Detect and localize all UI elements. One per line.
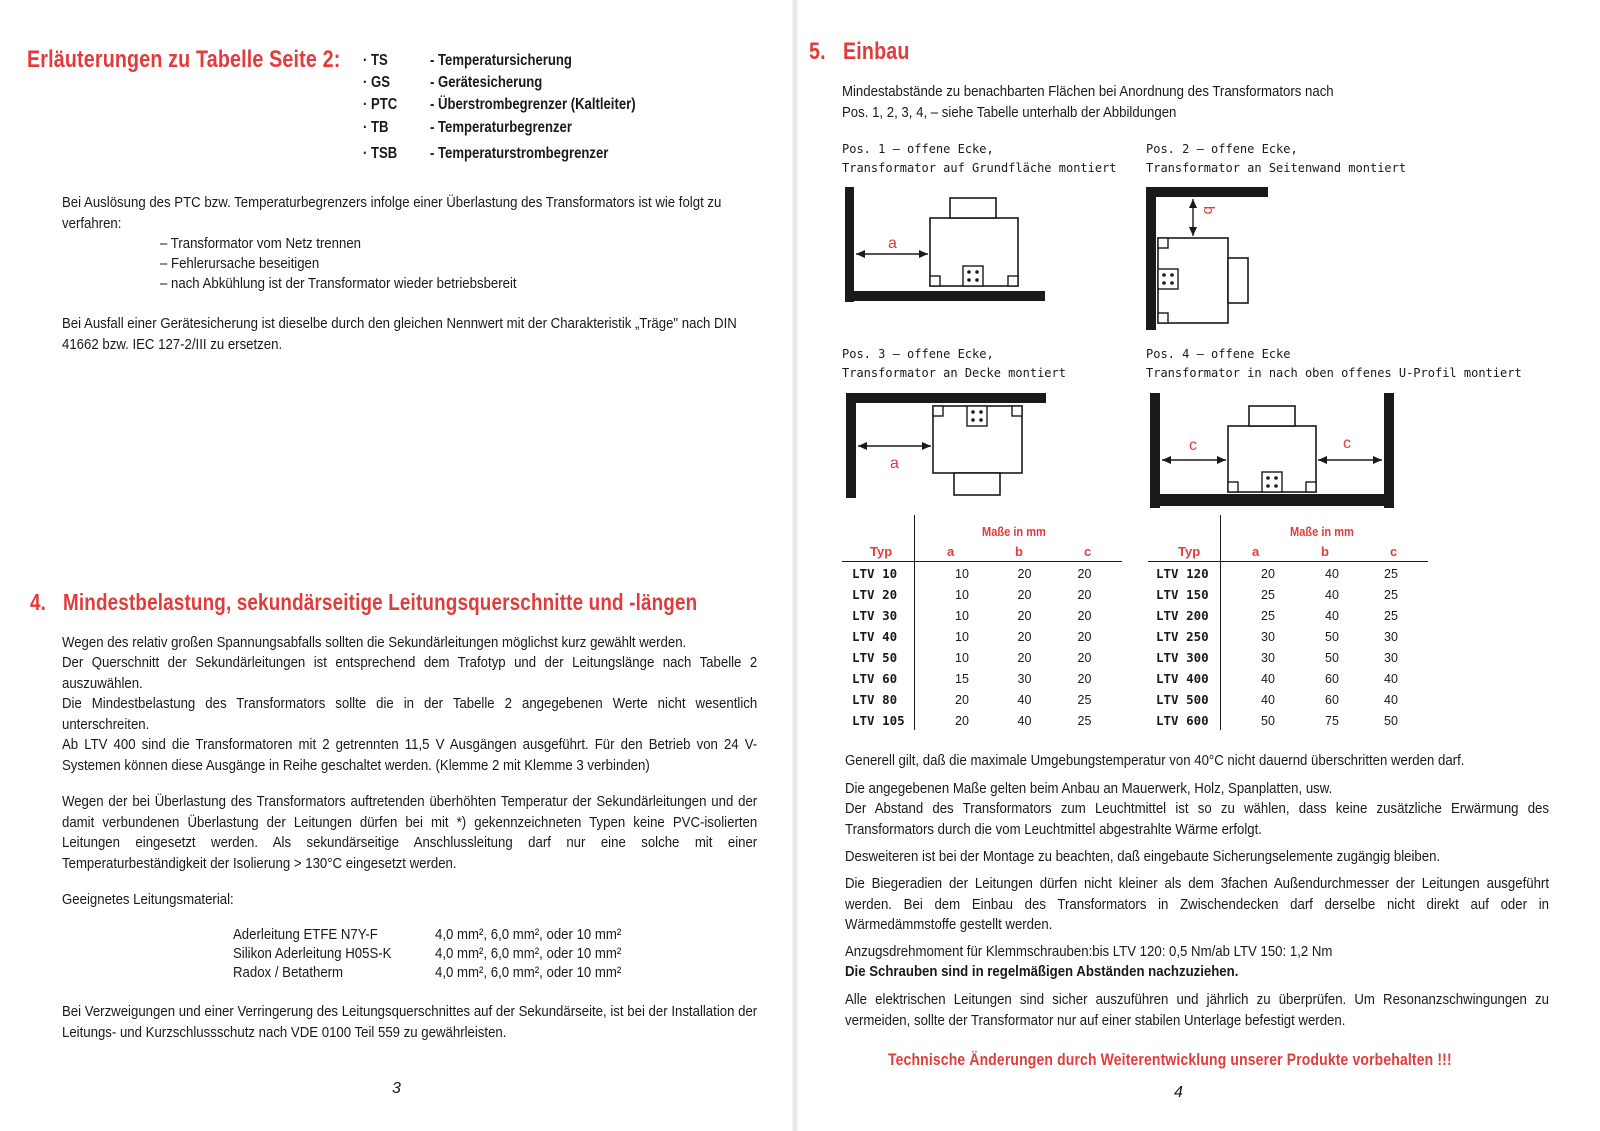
- table-row: [852, 584, 1112, 605]
- dimension-cell: 10: [955, 587, 969, 602]
- legend-desc: - Gerätesicherung: [430, 74, 543, 91]
- section4-p5: Wegen der bei Überlastung des Transformators auftretenden überhöhten Temperatur der Sekundärleitungen und der damit verbundenen Überlastung der Leitungen dürfen bei mit *) gekennzeichneten Typen keine PVC-isolierten Leitungen eingesetzt werden. Als sekundärseitige Anschlussleitung darf nur eine solche mit einer Temperaturbeständigkeit der Isolierung > 130°C eingesetzt werden.: [62, 793, 758, 872]
- material-heading: Geeignetes Leitungsmaterial:: [62, 891, 234, 908]
- section4-p4: Ab LTV 400 sind die Transformatoren mit 2 getrennten 11,5 V Ausgängen ausgeführt. Für den Betrieb von 24 V-Systemen können diese Ausgänge in Reihe geschaltet werden. (Klemme 2 mit Klemme 3 verbinden): [62, 736, 758, 774]
- legend-abbr: · TS: [363, 52, 388, 69]
- disclaimer: Technische Änderungen durch Weiterentwicklung unserer Produkte vorbehalten !!!: [888, 1050, 1452, 1069]
- type-cell: LTV 20: [852, 587, 898, 602]
- table-row: [1156, 647, 1416, 668]
- section5-number: 5.: [809, 38, 826, 65]
- dimension-cell: 40: [1384, 671, 1398, 686]
- pos3-diagram: [842, 388, 1052, 503]
- legend-desc: - Überstrombegrenzer (Kaltleiter): [430, 96, 636, 113]
- material-values: 4,0 mm², 6,0 mm², oder 10 mm²: [435, 964, 622, 981]
- type-cell: LTV 40: [852, 629, 898, 644]
- type-cell: LTV 105: [852, 713, 905, 728]
- pos2-caption-line1: Pos. 2 – offene Ecke,: [1146, 142, 1298, 156]
- dimension-cell: 30: [1261, 650, 1275, 665]
- section4-title: Mindestbelastung, sekundärseitige Leitungsquerschnitte und -längen: [63, 589, 698, 615]
- section4-p6: Bei Verzweigungen und einer Verringerung des Leitungsquerschnittes auf der Sekundärseite, ist bei der Installation der Leitungs- und Kurzschlussschutz nach VDE 0100 Teil 559 zu gewährleisten.: [62, 1003, 758, 1041]
- material-values: 4,0 mm², 6,0 mm², oder 10 mm²: [435, 945, 622, 962]
- dimension-cell: 20: [955, 713, 969, 728]
- legend-title: Erläuterungen zu Tabelle Seite 2:: [27, 46, 341, 73]
- table-right-col-typ: Typ: [1178, 544, 1201, 559]
- page-3: [0, 0, 790, 1131]
- dimension-cell: 60: [1325, 692, 1339, 707]
- dimension-cell: 40: [1017, 713, 1032, 728]
- material-name: Aderleitung ETFE N7Y-F: [233, 926, 378, 943]
- note-dims1: Die angegebenen Maße gelten beim Anbau an Mauerwerk, Holz, Spanplatten, usw.: [845, 780, 1333, 797]
- dimension-cell: 20: [1077, 650, 1092, 665]
- note-temperature: Generell gilt, daß die maximale Umgebungstemperatur von 40°C nicht dauernd überschritten werden darf.: [845, 752, 1465, 769]
- dimension-cell: 20: [1017, 587, 1032, 602]
- dimension-cell: 10: [955, 608, 969, 623]
- legend-abbr: · TSB: [363, 145, 398, 162]
- page-fold: [792, 0, 798, 1131]
- section4-p2: Der Querschnitt der Sekundärleitungen ist entsprechend dem Trafotyp und der Leitungslänge nach Tabelle 2 auszuwählen.: [62, 654, 758, 692]
- table-row: [852, 563, 1112, 584]
- pos1-caption-line1: Pos. 1 – offene Ecke,: [842, 142, 994, 156]
- dimension-cell: 40: [1261, 671, 1275, 686]
- dimension-cell: 30: [1017, 671, 1032, 686]
- dimension-cell: 25: [1261, 587, 1275, 602]
- fuse-text: Bei Ausfall einer Gerätesicherung ist dieselbe durch den gleichen Nennwert mit der Charakteristik „Träge" nach DIN 41662 bzw. IEC 127-2/III zu ersetzen.: [62, 315, 737, 353]
- table-right-col-c: c: [1390, 544, 1398, 559]
- legend-desc: - Temperaturbegrenzer: [430, 119, 572, 136]
- type-cell: LTV 600: [1156, 713, 1209, 728]
- pos2-diagram: [1142, 182, 1272, 332]
- type-cell: LTV 500: [1156, 692, 1209, 707]
- note-dims2: Der Abstand des Transformators zum Leuchtmittel ist so zu wählen, dass keine zusätzliche Erwärmung des Transformators durch die vom Leuchtmittel abgestrahlte Wärme erfolgt.: [845, 800, 1549, 838]
- dimension-cell: 25: [1077, 692, 1092, 707]
- page-4: [800, 0, 1600, 1131]
- dimension-cell: 60: [1325, 671, 1339, 686]
- table-left-col-c: c: [1084, 544, 1092, 559]
- dimension-cell: 25: [1384, 566, 1398, 581]
- dimension-cell: 25: [1261, 608, 1275, 623]
- type-cell: LTV 120: [1156, 566, 1209, 581]
- table-right-col-b: b: [1321, 544, 1329, 559]
- pos4-diagram: [1146, 388, 1406, 513]
- type-cell: LTV 60: [852, 671, 898, 686]
- pos1-label: a: [888, 235, 897, 252]
- table-row: [852, 626, 1112, 647]
- table-row: [852, 710, 1112, 731]
- dimension-cell: 25: [1384, 587, 1398, 602]
- ptc-step: – nach Abkühlung ist der Transformator wieder betriebsbereit: [160, 275, 517, 292]
- dimension-cell: 40: [1325, 608, 1339, 623]
- table-row: [1156, 689, 1416, 710]
- section4-p3: Die Mindestbelastung des Transformators sollte die in der Tabelle 2 angegebenen Werte nicht wesentlich unterschreiten.: [62, 695, 758, 733]
- pos4-label-left: c: [1189, 437, 1197, 454]
- legend-abbr: · PTC: [363, 96, 398, 113]
- legend-item: [363, 96, 723, 118]
- material-name: Radox / Betatherm: [233, 964, 344, 981]
- table-row: [852, 668, 1112, 689]
- note-torque: Anzugsdrehmoment für Klemmschrauben:bis LTV 120: 0,5 Nm/ab LTV 150: 1,2 Nm: [845, 943, 1333, 960]
- section5-intro: Mindestabstände zu benachbarten Flächen bei Anordnung des Transformators nach Pos. 1, 2, 3, 4, – siehe Tabelle unterhalb der Abbildungen: [842, 83, 1334, 121]
- dimension-cell: 20: [1077, 587, 1092, 602]
- table-row: [1156, 584, 1416, 605]
- table-row: [1156, 710, 1416, 731]
- ptc-step: – Fehlerursache beseitigen: [160, 255, 320, 272]
- legend-desc: - Temperatursicherung: [430, 52, 572, 69]
- type-cell: LTV 250: [1156, 629, 1209, 644]
- legend-item: [363, 145, 723, 167]
- dimension-cell: 20: [1077, 608, 1092, 623]
- dimension-cell: 20: [1017, 650, 1032, 665]
- section4-number: 4.: [30, 589, 47, 615]
- table-left: [852, 563, 1112, 731]
- table-left-rule: [842, 561, 1122, 562]
- type-cell: LTV 80: [852, 692, 898, 707]
- legend-item: [363, 74, 723, 96]
- dimension-cell: 10: [955, 566, 969, 581]
- dimension-cell: 10: [955, 650, 969, 665]
- type-cell: LTV 30: [852, 608, 898, 623]
- table-right-header-group: Maße in mm: [1290, 524, 1354, 539]
- pos4-caption-line1: Pos. 4 – offene Ecke: [1146, 347, 1291, 361]
- note-bend: Die Biegeradien der Leitungen dürfen nicht kleiner als dem 3fachen Außendurchmesser der Leitungen ausgeführt werden. Bei dem Einbau des Transformators in Zwischendecken darf derselbe nicht direkt auf oder in Wärmedämmstoffe gestellt werden.: [845, 875, 1549, 933]
- table-row: [852, 689, 1112, 710]
- table-left-header-group: Maße in mm: [982, 524, 1046, 539]
- dimension-cell: 40: [1384, 692, 1398, 707]
- type-cell: LTV 10: [852, 566, 898, 581]
- note-safety: Desweiteren ist bei der Montage zu beachten, daß eingebaute Sicherungselemente zugängig bleiben.: [845, 848, 1441, 865]
- note-electrical: Alle elektrischen Leitungen sind sicher auszuführen und jährlich zu überprüfen. Um Resonanzschwingungen zu vermeiden, sollte der Transformator nur auf einer stabilen Unterlage befestigt werden.: [845, 991, 1549, 1029]
- type-cell: LTV 50: [852, 650, 898, 665]
- pos4-label-right: c: [1343, 435, 1351, 452]
- table-left-col-typ: Typ: [870, 544, 893, 559]
- dimension-cell: 20: [1261, 566, 1275, 581]
- table-row: [852, 605, 1112, 626]
- section4-p1: Wegen des relativ großen Spannungsabfalls sollten die Sekundärleitungen möglichst kurz gewählt werden.: [62, 634, 687, 651]
- legend-abbr: · GS: [363, 74, 390, 91]
- dimension-cell: 50: [1325, 629, 1339, 644]
- dimension-cell: 50: [1261, 713, 1275, 728]
- dimension-cell: 75: [1325, 713, 1339, 728]
- ptc-intro: Bei Auslösung des PTC bzw. Temperaturbegrenzers infolge einer Überlastung des Transformators ist wie folgt zu verfahren:: [62, 194, 722, 232]
- pos3-caption-line1: Pos. 3 – offene Ecke,: [842, 347, 994, 361]
- table-row: [1156, 605, 1416, 626]
- dimension-cell: 40: [1261, 692, 1275, 707]
- type-cell: LTV 300: [1156, 650, 1209, 665]
- dimension-cell: 40: [1325, 566, 1339, 581]
- dimension-cell: 20: [1017, 629, 1032, 644]
- note-torque-bold: Die Schrauben sind in regelmäßigen Abständen nachzuziehen.: [845, 963, 1239, 980]
- dimension-cell: 20: [1077, 566, 1092, 581]
- dimension-cell: 50: [1325, 650, 1339, 665]
- pos2-label: b: [1200, 206, 1217, 215]
- table-row: [1156, 626, 1416, 647]
- pos1-caption-line2: Transformator auf Grundfläche montiert: [842, 161, 1117, 175]
- type-cell: LTV 200: [1156, 608, 1209, 623]
- table-row: [1156, 563, 1416, 584]
- dimension-cell: 15: [955, 671, 969, 686]
- dimension-cell: 20: [1077, 629, 1092, 644]
- page-number: 3: [392, 1080, 401, 1097]
- dimension-cell: 25: [1384, 608, 1398, 623]
- legend-desc: - Temperaturstrombegrenzer: [430, 145, 609, 162]
- pos3-label: a: [890, 455, 899, 472]
- pos4-caption-line2: Transformator in nach oben offenes U-Profil montiert: [1146, 366, 1522, 380]
- dimension-cell: 20: [1017, 566, 1032, 581]
- table-right: [1156, 563, 1416, 731]
- pos1-diagram: [840, 182, 1050, 307]
- dimension-cell: 40: [1325, 587, 1339, 602]
- type-cell: LTV 400: [1156, 671, 1209, 686]
- pos3-caption-line2: Transformator an Decke montiert: [842, 366, 1066, 380]
- section5-title: Einbau: [843, 38, 910, 65]
- type-cell: LTV 150: [1156, 587, 1209, 602]
- dimension-cell: 40: [1017, 692, 1032, 707]
- legend-item: [363, 52, 723, 74]
- table-left-col-a: a: [947, 544, 955, 559]
- dimension-cell: 50: [1384, 713, 1398, 728]
- material-name: Silikon Aderleitung H05S-K: [233, 945, 392, 962]
- table-right-rule: [1148, 561, 1428, 562]
- dimension-cell: 25: [1077, 713, 1092, 728]
- table-left-col-b: b: [1015, 544, 1023, 559]
- legend-abbr: · TB: [363, 119, 389, 136]
- dimension-cell: 30: [1261, 629, 1275, 644]
- table-row: [852, 647, 1112, 668]
- dimension-cell: 30: [1384, 650, 1398, 665]
- pos2-caption-line2: Transformator an Seitenwand montiert: [1146, 161, 1407, 175]
- dimension-cell: 20: [1077, 671, 1092, 686]
- dimension-cell: 30: [1384, 629, 1398, 644]
- dimension-cell: 20: [1017, 608, 1032, 623]
- ptc-step: – Transformator vom Netz trennen: [160, 235, 362, 252]
- page-number: 4: [1174, 1084, 1183, 1101]
- legend-item: [363, 119, 723, 141]
- dimension-cell: 10: [955, 629, 969, 644]
- table-right-col-a: a: [1252, 544, 1260, 559]
- material-values: 4,0 mm², 6,0 mm², oder 10 mm²: [435, 926, 622, 943]
- dimension-cell: 20: [955, 692, 969, 707]
- table-row: [1156, 668, 1416, 689]
